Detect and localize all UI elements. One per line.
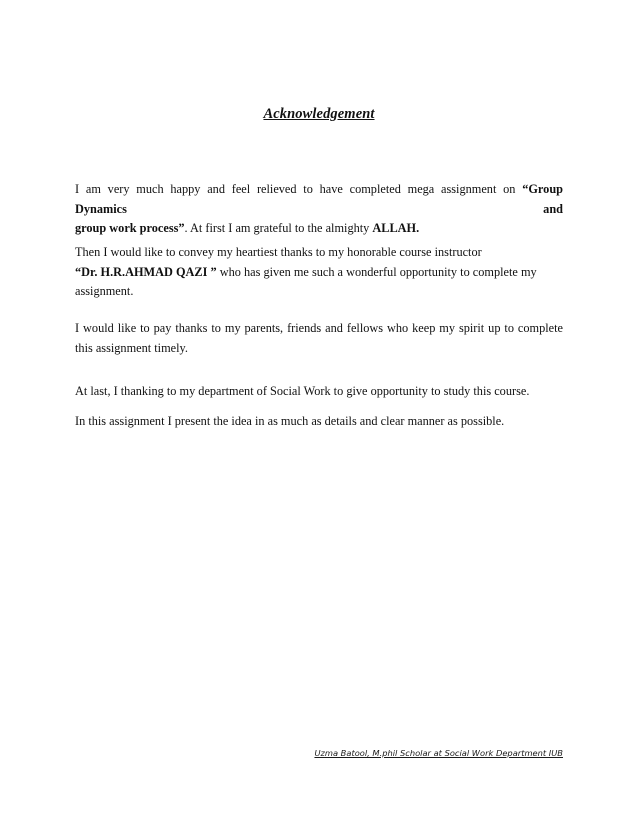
intro-text-a: I am very much happy and feel relieved to have completed mega assignment on: [75, 182, 523, 196]
intro-topic-bold-b: group work process”: [75, 221, 185, 235]
instructor-text-rest: who has given me such a wonderful opportunity to complete my: [216, 264, 537, 279]
paragraph-instructor-line-3: assignment.: [75, 284, 134, 298]
page-title: Acknowledgement: [263, 106, 375, 122]
paragraph-instructor-line-2: [75, 263, 563, 283]
intro-text-b: . At first I am grateful to the almighty: [184, 221, 373, 235]
paragraph-instructor: [75, 243, 563, 302]
paragraph-instructor-line-1: Then I would like to convey my heartiest thanks to my honorable course instructor: [75, 245, 482, 259]
paragraph-manner: In this assignment I present the idea in as much as details and clear manner as possible.: [75, 414, 505, 428]
paragraph-intro: [75, 180, 563, 239]
paragraph-parents: I would like to pay thanks to my parents, friends and fellows who keep my spirit up to complete this assignment timely.: [75, 321, 563, 355]
paragraph-intro-line-2: [75, 219, 563, 239]
paragraph-intro-line-1: [75, 180, 563, 219]
page-footer: Uzma Batool, M.phil Scholar at Social Work Department IUB: [314, 748, 563, 758]
paragraph-department: At last, I thanking to my department of Social Work to give opportunity to study this course.: [75, 384, 530, 398]
intro-allah-bold: ALLAH.: [372, 221, 420, 235]
instructor-name-bold: “Dr. H.R.AHMAD QAZI ”: [75, 264, 217, 279]
intro-topic-bold-a: “Group Dynamics and: [75, 182, 563, 216]
